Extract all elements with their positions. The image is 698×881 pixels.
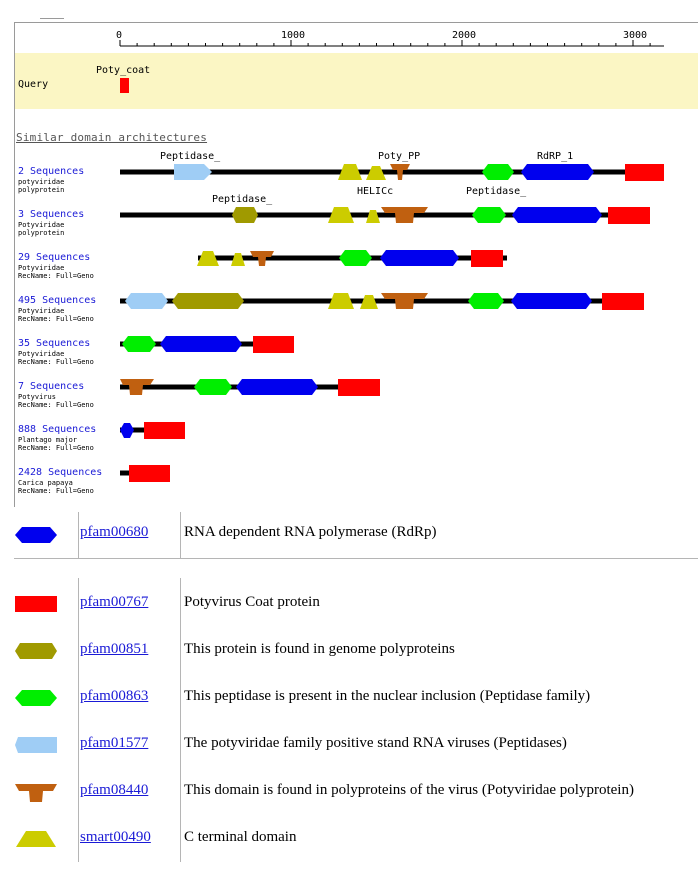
orange-bracket-icon	[14, 783, 58, 803]
track-description: polyprotein	[18, 229, 65, 237]
track-organism: Potyvirus	[18, 393, 56, 401]
blue-hexagon-domain[interactable]	[512, 207, 602, 223]
yellow-trapezoid-icon	[14, 830, 58, 848]
red-coat-domain[interactable]	[625, 164, 664, 181]
track-3	[197, 250, 507, 267]
olive-hexagon-domain[interactable]	[172, 293, 244, 309]
track-count-link[interactable]: 29 Sequences	[18, 252, 91, 263]
peptidase-lightblue-domain[interactable]	[125, 293, 168, 309]
domain-label-peptidase: Peptidase_	[466, 186, 527, 197]
track-organism: potyviridae	[18, 178, 65, 186]
track-count-link[interactable]: 7 Sequences	[18, 381, 85, 392]
track-5	[120, 336, 294, 353]
yellow-trapezoid-domain[interactable]	[328, 207, 354, 223]
track-count-link[interactable]: 35 Sequences	[18, 338, 91, 349]
pfam00863-link[interactable]: pfam00863	[80, 688, 149, 704]
yellow-trapezoid-domain[interactable]	[231, 253, 245, 266]
blue-hexagon-domain[interactable]	[160, 336, 242, 352]
track-organism: Potyviridae	[18, 264, 65, 272]
legend-row	[0, 584, 698, 624]
red-coat-domain[interactable]	[471, 250, 503, 267]
section-title: Similar domain architectures	[16, 131, 208, 144]
track-description: RecName: Full=Geno	[18, 272, 94, 280]
track-organism: Potyviridae	[18, 221, 65, 229]
yellow-trapezoid-domain[interactable]	[360, 295, 378, 309]
track-1	[120, 164, 664, 181]
blue-hexagon-domain[interactable]	[521, 164, 594, 180]
blue-hexagon-domain[interactable]	[380, 250, 459, 266]
red-coat-domain[interactable]	[602, 293, 644, 310]
legend-description: This protein is found in genome polyproteins	[184, 641, 455, 657]
pfam00767-link[interactable]: pfam00767	[80, 594, 149, 610]
legend-description: The potyviridae family positive stand RNA viruses (Peptidases)	[184, 735, 567, 751]
legend-description: Potyvirus Coat protein	[184, 594, 320, 610]
green-hexagon-domain[interactable]	[194, 379, 232, 395]
domain-label-helicc: HELICc	[357, 186, 394, 197]
track-count-link[interactable]: 888 Sequences	[18, 424, 97, 435]
blue-hexagon-domain[interactable]	[236, 379, 318, 395]
red-coat-domain[interactable]	[608, 207, 650, 224]
track-description: RecName: Full=Geno	[18, 444, 94, 452]
legend-row	[0, 514, 698, 554]
legend-description: This domain is found in polyproteins of the virus (Potyviridae polyprotein)	[184, 782, 634, 798]
query-label: Query	[18, 79, 49, 90]
legend-row	[0, 772, 698, 812]
track-description: RecName: Full=Geno	[18, 358, 94, 366]
ruler-tick-label: 3000	[623, 30, 648, 41]
domain-label-rdrp: RdRP_1	[537, 151, 574, 162]
track-organism: Potyviridae	[18, 350, 65, 358]
olive-hexagon-domain[interactable]	[232, 207, 258, 223]
green-hexagon-domain[interactable]	[122, 336, 156, 352]
pfam08440-link[interactable]: pfam08440	[80, 782, 149, 798]
domain-label-poty-pp: Poty_PP	[378, 151, 421, 162]
green-hexagon-domain[interactable]	[339, 250, 372, 266]
legend-row	[0, 725, 698, 765]
domain-label-peptidase: Peptidase_	[160, 151, 221, 162]
olive-hexagon-icon	[14, 642, 58, 660]
track-organism: Potyviridae	[18, 307, 65, 315]
track-count-link[interactable]: 2428 Sequences	[18, 467, 103, 478]
green-hexagon-domain[interactable]	[468, 293, 504, 309]
pfam00851-link[interactable]: pfam00851	[80, 641, 149, 657]
blue-hexagon-domain[interactable]	[511, 293, 592, 309]
pfam00680-link[interactable]: pfam00680	[80, 524, 149, 540]
yellow-trapezoid-domain[interactable]	[197, 251, 219, 266]
legend-row	[0, 678, 698, 718]
track-description: RecName: Full=Geno	[18, 315, 94, 323]
track-count-link[interactable]: 3 Sequences	[18, 209, 85, 220]
blue-hexagon-icon	[14, 526, 58, 544]
red-rectangle-icon	[14, 595, 58, 613]
green-hexagon-icon	[14, 689, 58, 707]
peptidase-lightblue-domain[interactable]	[174, 164, 212, 180]
track-description: RecName: Full=Geno	[18, 487, 94, 495]
query-domain-label: Poty_coat	[96, 65, 151, 76]
blue-hexagon-domain[interactable]	[120, 423, 134, 438]
red-coat-domain[interactable]	[338, 379, 380, 396]
red-coat-domain[interactable]	[253, 336, 294, 353]
legend-description: RNA dependent RNA polymerase (RdRp)	[184, 524, 437, 540]
track-organism: Carica papaya	[18, 479, 73, 487]
track-8	[120, 465, 170, 482]
yellow-trapezoid-domain[interactable]	[328, 293, 354, 309]
track-description: polyprotein	[18, 186, 65, 194]
ruler-tick-label: 1000	[281, 30, 306, 41]
track-count-link[interactable]: 495 Sequences	[18, 295, 97, 306]
track-4	[120, 293, 644, 310]
smart00490-link[interactable]: smart00490	[80, 829, 151, 845]
legend-row	[0, 631, 698, 671]
red-coat-domain[interactable]	[129, 465, 170, 482]
pfam01577-link[interactable]: pfam01577	[80, 735, 149, 751]
ruler-tick-label: 0	[116, 30, 123, 41]
lightblue-rectangle-icon	[14, 736, 58, 754]
yellow-trapezoid-domain[interactable]	[338, 164, 362, 180]
green-hexagon-domain[interactable]	[472, 207, 506, 223]
legend-row	[0, 819, 698, 859]
track-count-link[interactable]: 2 Sequences	[18, 166, 85, 177]
yellow-trapezoid-domain[interactable]	[366, 166, 386, 180]
yellow-trapezoid-domain[interactable]	[366, 210, 380, 223]
track-7	[120, 422, 185, 439]
legend-description: This peptidase is present in the nuclear inclusion (Peptidase family)	[184, 688, 591, 704]
green-hexagon-domain[interactable]	[482, 164, 514, 180]
legend-divider	[14, 558, 698, 559]
legend-description: C terminal domain	[184, 829, 297, 845]
track-6	[120, 379, 380, 396]
ruler-tick-label: 2000	[452, 30, 477, 41]
red-coat-domain[interactable]	[144, 422, 185, 439]
track-organism: Plantago major	[18, 436, 78, 444]
track-2	[120, 207, 650, 224]
track-description: RecName: Full=Geno	[18, 401, 94, 409]
domain-label-peptidase: Peptidase_	[212, 194, 273, 205]
